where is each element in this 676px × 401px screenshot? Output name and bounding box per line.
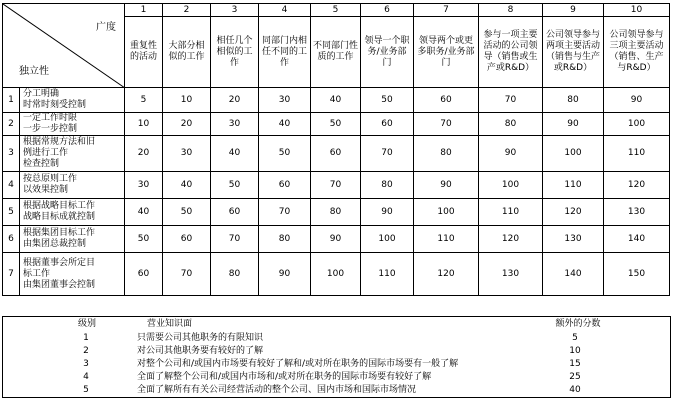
score-cell: 40 — [211, 136, 259, 172]
score-cell: 50 — [211, 172, 259, 199]
score-cell: 90 — [361, 199, 414, 226]
row-label-line: 一步一步控制 — [23, 124, 78, 134]
column-number: 4 — [259, 4, 311, 17]
column-header: 领导一个职务/业务部门 — [361, 17, 414, 88]
legend-desc: 只需要公司其他职务的有限知识 — [137, 333, 264, 343]
score-cell: 80 — [361, 172, 414, 199]
row-label — [20, 172, 125, 199]
table-row — [3, 253, 670, 296]
score-cell: 60 — [125, 253, 163, 296]
score-cell: 80 — [543, 88, 604, 113]
legend-desc: 全面了解整个公司和/或国内市场和/或对所在职务的国际市场要有较好了解 — [137, 372, 432, 382]
score-cell: 70 — [479, 88, 543, 113]
score-cell: 10 — [163, 88, 211, 113]
score-cell: 40 — [311, 88, 361, 113]
table-row — [3, 88, 670, 113]
row-number: 6 — [3, 226, 20, 253]
score-cell: 20 — [211, 88, 259, 113]
table-row — [3, 136, 670, 172]
score-cell: 90 — [414, 172, 479, 199]
legend-score: 15 — [569, 359, 581, 369]
legend-level: 5 — [83, 385, 89, 395]
legend-row — [3, 384, 670, 397]
row-label — [20, 253, 125, 296]
corner-label-independence: 独立性 — [19, 66, 49, 77]
score-cell: 40 — [259, 113, 311, 136]
score-cell: 80 — [479, 113, 543, 136]
row-number: 1 — [3, 88, 20, 113]
column-number: 9 — [543, 4, 604, 17]
row-label-line: 由集团总裁控制 — [23, 239, 87, 249]
column-number: 5 — [311, 4, 361, 17]
score-cell: 60 — [211, 199, 259, 226]
column-number: 3 — [211, 4, 259, 17]
score-cell: 140 — [604, 226, 670, 253]
column-number: 6 — [361, 4, 414, 17]
score-cell: 90 — [604, 88, 670, 113]
score-cell: 80 — [259, 226, 311, 253]
score-cell: 120 — [414, 253, 479, 296]
score-cell: 130 — [604, 199, 670, 226]
score-cell: 70 — [163, 253, 211, 296]
score-cell: 50 — [311, 113, 361, 136]
column-number: 2 — [163, 4, 211, 17]
column-number: 1 — [125, 4, 163, 17]
score-cell: 140 — [543, 253, 604, 296]
score-cell: 100 — [479, 172, 543, 199]
score-cell: 60 — [361, 113, 414, 136]
column-header: 领导两个或更多职务/业务部门 — [414, 17, 479, 88]
score-cell: 70 — [211, 226, 259, 253]
legend-score: 5 — [572, 333, 578, 343]
row-label-line: 以效果控制 — [23, 185, 69, 195]
score-cell: 30 — [259, 88, 311, 113]
row-label-line: 根据战略目标工作 — [23, 201, 96, 211]
row-label-line: 标工作 — [23, 268, 51, 279]
score-cell: 80 — [211, 253, 259, 296]
legend-row — [3, 332, 670, 345]
header-corner-cell — [3, 4, 125, 88]
score-cell: 30 — [125, 172, 163, 199]
column-number: 8 — [479, 4, 543, 17]
score-cell: 80 — [311, 199, 361, 226]
score-cell: 90 — [543, 113, 604, 136]
score-cell: 120 — [479, 226, 543, 253]
row-label-line: 根据董事会所定目 — [23, 257, 96, 268]
score-cell: 70 — [311, 172, 361, 199]
row-number: 5 — [3, 199, 20, 226]
score-cell: 100 — [414, 199, 479, 226]
legend-head-level: 级别 — [77, 319, 96, 329]
legend-head-score: 额外的分数 — [555, 319, 601, 329]
legend-desc: 对整个公司和/或国内市场要有较好了解和/或对所在职务的国际市场要有一般了解 — [137, 359, 459, 369]
score-cell: 20 — [163, 113, 211, 136]
row-label-line: 根据常规方法和旧 — [23, 137, 96, 147]
score-cell: 60 — [414, 88, 479, 113]
legend-row — [3, 358, 670, 371]
score-cell: 20 — [125, 136, 163, 172]
row-number: 2 — [3, 113, 20, 136]
legend-row — [3, 371, 670, 384]
score-cell: 100 — [311, 253, 361, 296]
score-cell: 10 — [125, 113, 163, 136]
score-cell: 80 — [414, 136, 479, 172]
score-cell: 60 — [163, 226, 211, 253]
row-label — [20, 88, 125, 113]
legend-row — [3, 345, 670, 358]
score-cell: 100 — [361, 226, 414, 253]
evaluation-matrix — [2, 3, 670, 296]
score-cell: 120 — [604, 172, 670, 199]
legend-level: 1 — [83, 333, 89, 343]
row-label-line: 一定工作时限 — [23, 113, 78, 123]
score-cell: 110 — [414, 226, 479, 253]
legend-desc: 对公司其他职务要有较好的了解 — [137, 346, 264, 356]
score-cell: 90 — [311, 226, 361, 253]
column-header: 公司领导参与两项主要活动（销售与生产或R&D） — [543, 17, 604, 88]
column-header: 同部门内相任不同的工作 — [259, 17, 311, 88]
column-header: 大部分相似的工作 — [163, 17, 211, 88]
score-cell: 70 — [414, 113, 479, 136]
row-label-line: 检查控制 — [23, 159, 60, 169]
row-number: 4 — [3, 172, 20, 199]
column-header: 参与一项主要活动的公司领导（销售或生产或R&D） — [479, 17, 543, 88]
score-cell: 130 — [543, 226, 604, 253]
score-cell: 50 — [125, 226, 163, 253]
score-cell: 100 — [543, 136, 604, 172]
row-label — [20, 226, 125, 253]
row-label-line: 分工明确 — [23, 89, 60, 99]
row-label — [20, 199, 125, 226]
score-cell: 110 — [543, 172, 604, 199]
table-row — [3, 199, 670, 226]
legend-level: 2 — [83, 346, 89, 356]
table-row — [3, 172, 670, 199]
legend-head-desc: 营业知识面 — [147, 319, 193, 329]
legend-score: 10 — [569, 346, 581, 356]
row-number: 3 — [3, 136, 20, 172]
score-cell: 50 — [163, 199, 211, 226]
row-label-line: 由集团董事会控制 — [23, 279, 96, 290]
row-label — [20, 113, 125, 136]
column-header: 重复性的活动 — [125, 17, 163, 88]
legend-desc: 全面了解所有有关公司经营活动的整个公司、国内市场和国际市场情况 — [137, 385, 417, 395]
score-cell: 110 — [479, 199, 543, 226]
score-cell: 130 — [479, 253, 543, 296]
score-cell: 30 — [211, 113, 259, 136]
legend-header — [3, 318, 670, 331]
legend-level: 3 — [83, 359, 89, 369]
score-cell: 110 — [604, 136, 670, 172]
column-number: 10 — [604, 4, 670, 17]
score-cell: 60 — [259, 172, 311, 199]
column-header: 不同部门性质的工作 — [311, 17, 361, 88]
column-number: 7 — [414, 4, 479, 17]
row-label-line: 例进行工作 — [23, 148, 69, 158]
table-row — [3, 226, 670, 253]
column-header: 相任几个相似的工作 — [211, 17, 259, 88]
legend-score: 40 — [569, 385, 581, 395]
score-cell: 70 — [259, 199, 311, 226]
legend-level: 4 — [83, 372, 89, 382]
score-cell: 90 — [259, 253, 311, 296]
row-label-line: 时常时刻受控制 — [23, 100, 87, 110]
legend-score: 25 — [569, 372, 581, 382]
score-cell: 120 — [543, 199, 604, 226]
row-label-line: 战略目标成就控制 — [23, 212, 96, 222]
score-cell: 50 — [361, 88, 414, 113]
score-cell: 110 — [361, 253, 414, 296]
score-cell: 70 — [361, 136, 414, 172]
row-number: 7 — [3, 253, 20, 296]
score-cell: 30 — [163, 136, 211, 172]
score-cell: 90 — [479, 136, 543, 172]
score-cell: 40 — [125, 199, 163, 226]
corner-label-breadth: 广度 — [96, 22, 116, 33]
row-label-line: 按总原则工作 — [23, 174, 78, 184]
score-cell: 40 — [163, 172, 211, 199]
score-cell: 5 — [125, 88, 163, 113]
row-label-line: 根据集团目标工作 — [23, 228, 96, 238]
table-row — [3, 113, 670, 136]
score-cell: 100 — [604, 113, 670, 136]
score-cell: 60 — [311, 136, 361, 172]
score-cell: 150 — [604, 253, 670, 296]
row-label — [20, 136, 125, 172]
score-cell: 50 — [259, 136, 311, 172]
knowledge-legend — [2, 316, 671, 398]
column-header: 公司领导参与三项主要活动（销售、生产与R&D） — [604, 17, 670, 88]
